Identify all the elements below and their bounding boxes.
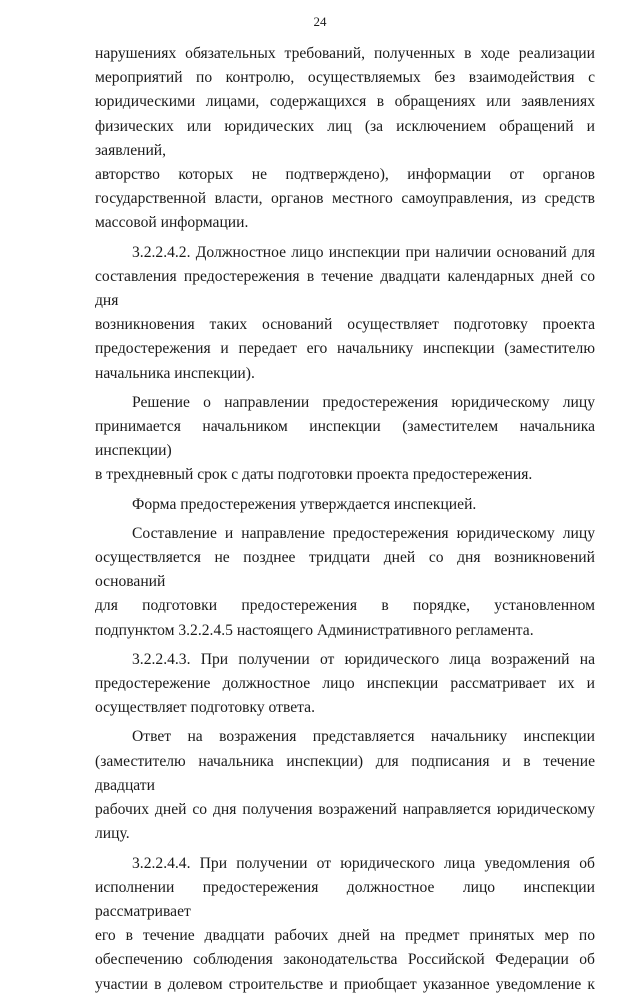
text-line: в трехдневный срок с даты подготовки проекта предостережения. — [95, 466, 533, 484]
paragraph-first-line: Решение о направлении предостережения юридическому лицу — [132, 393, 595, 411]
text-line: его в течение двадцати рабочих дней на предмет принятых мер по — [95, 927, 595, 945]
text-line: (заместителю начальника инспекции) для подписания и в течение двадцати — [95, 752, 595, 794]
text-line: осуществляется не позднее тридцати дней со дня возникновений оснований — [95, 549, 595, 591]
text-line: составления предостережения в течение двадцати календарных дней со дня — [95, 267, 595, 310]
text-line: нарушениях обязательных требований, полученных в ходе реализации — [95, 45, 595, 62]
text-line: физических или юридических лиц (за исключением обращений и заявлений, — [95, 117, 595, 159]
text-line: участии в долевом строительстве и приобщает указанное уведомление к — [95, 975, 595, 993]
text-line: подпунктом 3.2.2.4.5 настоящего Административного регламента. — [95, 621, 534, 639]
text-line: юридическими лицами, содержащихся в обращениях или заявлениях — [95, 93, 595, 111]
document-body — [95, 42, 595, 997]
text-line: рабочих дней со дня получения возражений направляется юридическому — [95, 801, 595, 819]
text-line: государственной власти, органов местного самоуправления, из средств — [95, 190, 595, 208]
text-line: предостережения и передает его начальнику инспекции (заместителю — [95, 340, 595, 358]
text-line: обеспечению соблюдения законодательства Российской Федерации об — [95, 951, 595, 969]
text-line: принимается начальником инспекции (заместителем начальника инспекции) — [95, 418, 595, 460]
page-number: 24 — [313, 14, 327, 29]
text-line: массовой информации. — [95, 214, 249, 232]
text-line: лицу. — [95, 825, 130, 843]
paragraph-first-line: Форма предостережения утверждается инспекцией. — [132, 495, 477, 513]
text-line: авторство которых не подтверждено), информации от органов — [95, 166, 595, 184]
text-line: начальника инспекции). — [95, 364, 255, 382]
text-line: мероприятий по контролю, осуществляемых без взаимодействия с — [95, 69, 595, 87]
text-line: осуществляет подготовку ответа. — [95, 699, 315, 717]
paragraph-first-line: Ответ на возражения представляется начальнику инспекции — [132, 728, 595, 746]
paragraph-first-line: 3.2.2.4.2. Должностное лицо инспекции при наличии оснований для — [132, 243, 595, 261]
paragraph-first-line: Составление и направление предостережения юридическому лицу — [132, 524, 595, 542]
text-line: исполнении предостережения должностное лицо инспекции рассматривает — [95, 878, 595, 920]
paragraph-first-line: 3.2.2.4.3. При получении от юридического лица возражений на — [132, 650, 595, 668]
text-line: для подготовки предостережения в порядке, установленном — [95, 597, 595, 615]
text-line: возникновения таких оснований осуществляет подготовку проекта — [95, 316, 595, 334]
text-line: предостережение должностное лицо инспекции рассматривает их и — [95, 675, 595, 693]
paragraph-first-line: 3.2.2.4.4. При получении от юридического лица уведомления об — [132, 854, 595, 872]
